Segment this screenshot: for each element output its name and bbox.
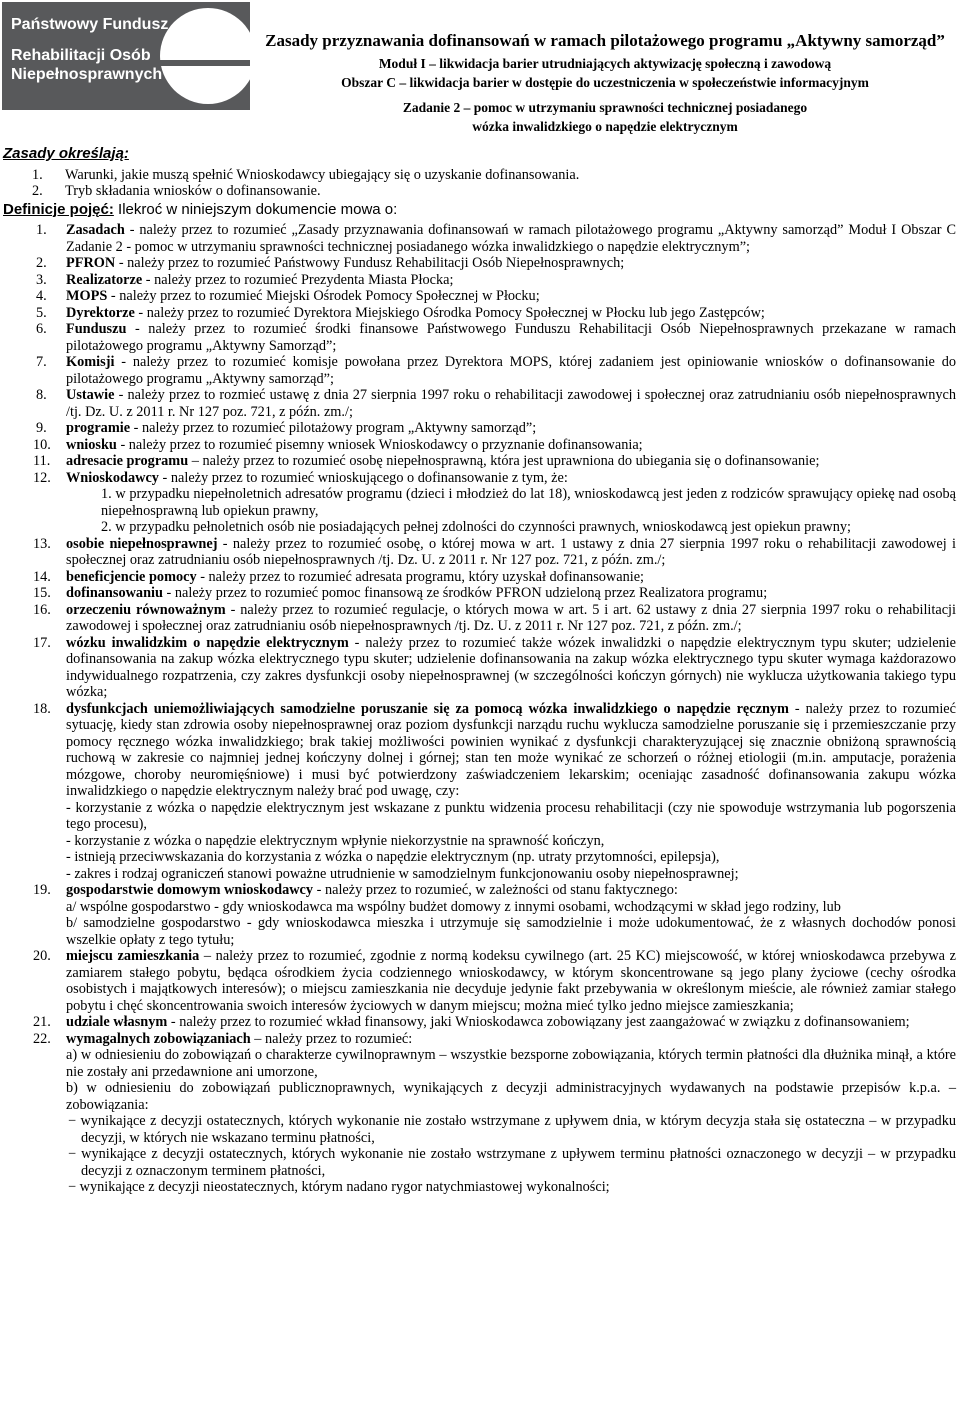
definition-text: - należy przez to rozumieć sytuację, kiedy stan zdrowia osoby niepełnosprawnej oraz poziom dysfunkcji narządu ruchu wyklucza samodzielne poruszanie się i przemieszczanie przy pomocy ręcznego wózka inwalidzkiego; brak takiej możliwości powinien wynikać z dysfunkcji charakteryzującej się znacznie obniżoną sprawnością ruchową w zakresie co najmniej jednej kończyny dolnej i górnej; stan ten może wynikać ze schorzeń o różnej etiologii (m.in. amputacje, porażenia mózgowe, choroby neuromięśniowe) i musi być potwierdzony zaświadczeniem lekarskim; oceniając zasadność dofinansowania zakupu wózka inwalidzkiego o napędzie elektrycznym należy brać pod uwagę, czy: xyxy=(66,700,956,799)
dash-item: − wynikające z decyzji ostatecznych, których wykonanie nie zostało wstrzymane z upływem dnia, w którym decyzja stała się ostateczna – w przypadku decyzji, w których nie wskazano terminu płatności, xyxy=(68,1113,956,1146)
definition-item xyxy=(3,387,956,420)
defined-term: dysfunkcjach uniemożliwiających samodzielne poruszanie się za pomocą wózka inwalidzkiego o napędzie ręcznym xyxy=(66,700,789,717)
definition-text: - należy przez to rozumieć pisemny wniosek Wnioskodawcy o przyznanie dofinansowania; xyxy=(116,436,643,453)
item-number: 18. xyxy=(33,700,51,717)
definition-item xyxy=(3,1031,956,1114)
rules-title: Zasady określają: xyxy=(3,145,129,162)
definition-text: - należy przez to rozmieć ustawę z dnia 27 sierpnia 1997 roku o rehabilitacji zawodowej i społecznej oraz zatrudnianiu osób niepełnosprawnych /tj. Dz. U. z 2011 r. Nr 127 poz. 721, z późn. zm./; xyxy=(66,387,956,420)
definition-item xyxy=(3,882,956,948)
definition-text: - należy przez to rozumieć osobę, o której mowa w art. 1 ustawy z dnia 27 sierpnia 1997 roku o rehabilitacji zawodowej i społecznej oraz zatrudnianiu osób niepełnosprawnych /tj. Dz. U. z 2011 r. Nr 127 poz. 721, z późn. zm./; xyxy=(66,535,956,568)
document-header xyxy=(250,30,960,136)
defined-term: Dyrektorze xyxy=(66,304,135,321)
defined-term: wniosku xyxy=(66,436,117,453)
definition-item xyxy=(3,420,956,437)
definition-item xyxy=(3,585,956,602)
sub-item: 1. w przypadku niepełnoletnich adresatów programu (dzieci i młodzież do lat 18), wnioskodawcą jest jeden z rodziców sprawujący opiekę nad osobą niepełnosprawną lub opiekun prawny, xyxy=(101,486,956,519)
item-text xyxy=(66,305,956,322)
area-line: Obszar C – likwidacja barier w dostępie do uczestniczenia w społeczeństwie informacyjnym xyxy=(341,75,869,90)
item-number: 3. xyxy=(36,271,47,288)
definition-text: – należy przez to rozumieć osobę niepełnosprawną, która jest uprawniona do ubiegania się o dofinansowanie; xyxy=(188,453,820,469)
definition-text: - należy przez to rozumieć adresata programu, który uzyskał dofinansowanie; xyxy=(196,568,645,585)
item-number: 6. xyxy=(36,321,47,337)
dash-item: − wynikające z decyzji ostatecznych, których wykonanie nie zostało wstrzymane z upływem terminu płatności oznaczonego w decyzji – w przypadku decyzji z oznaczonym terminem płatności, xyxy=(68,1146,956,1179)
defined-term: Ustawie xyxy=(66,387,115,403)
defined-term: MOPS xyxy=(66,288,108,304)
item-number: 9. xyxy=(36,420,47,436)
item-text: Tryb składania wniosków o dofinansowanie. xyxy=(65,183,321,199)
definition-item xyxy=(3,536,956,569)
definition-text: - należy przez to rozumieć „Zasady przyznawania dofinansowań w ramach pilotażowego programu „Aktywny samorząd” Moduł I Obszar C Zadanie 2 - pomoc w utrzymaniu sprawności technicznej posiadanego wózka inwalidzkiego o napędzie elektrycznym”; xyxy=(66,222,956,255)
definition-text: - należy przez to rozumieć regulacje, o których mowa w art. 5 i art. 62 ustawy z dnia 27 sierpnia 1997 roku o rehabilitacji zawodowej i społecznej oraz zatrudnianiu osób niepełnosprawnych /tj. Dz. U. z 2011 r. Nr 127 poz. 721, z późn. zm./; xyxy=(66,601,956,634)
definitions-intro: Ilekroć w niniejszym dokumencie mowa o: xyxy=(118,200,398,218)
item-number: 7. xyxy=(36,354,47,370)
definition-text: - należy przez to rozumieć środki finansowe Państwowego Funduszu Rehabilitacji Osób Niepełnosprawnych przekazane w ramach pilotażowego programu „Aktywny Samorząd”; xyxy=(66,321,956,354)
item-text xyxy=(66,635,956,701)
definition-text: – należy przez to rozumieć, zgodnie z normą kodeksu cywilnego (art. 25 KC) miejscowość, w której wnioskodawca przebywa z zamiarem stałego pobytu, będąca ośrodkiem życia codziennego wnioskodawcy, w którym skoncentrowane są jego plany życiowe (cechy ośrodka osobistych i majątkowych interesów); o miejscu zamieszkania nie decyduje jedynie fakt przebywania w określonym mieście, ale również zamiar stałego pobytu i chęć skoncentrowania swoich interesów życiowych w danym miejscu; można mieć tylko jedno miejsce zamieszkania; xyxy=(66,948,956,1014)
module-line: Moduł I – likwidacja barier utrudniających aktywizację społeczną i zawodową xyxy=(378,56,832,71)
definition-text: - należy przez to rozumieć komisje powołana przez Dyrektora MOPS, której zadaniem jest opiniowanie wniosków o dofinansowanie do pilotażowego programu „Aktywny samorząd”; xyxy=(66,354,956,387)
defined-term: osobie niepełnosprawnej xyxy=(66,535,218,552)
logo-circle xyxy=(160,8,250,104)
item-text xyxy=(66,387,956,420)
sub-item: a/ wspólne gospodarstwo - gdy wnioskodawca ma wspólny budżet domowy z innymi osobami, wchodzącymi w skład jego rodziny, lub xyxy=(66,898,841,915)
item-text xyxy=(66,354,956,387)
definition-item xyxy=(3,321,956,354)
definition-text: - należy przez to rozumieć Dyrektora Miejskiego Ośrodka Pomocy Społecznej w Płocku lub jego Zastępców; xyxy=(134,304,765,321)
defined-term: PFRON xyxy=(66,255,116,271)
item-text xyxy=(66,255,956,272)
item-text xyxy=(66,222,956,255)
definitions-heading xyxy=(3,202,956,219)
item-text xyxy=(66,1031,956,1114)
definition-text: – należy przez to rozumieć: xyxy=(250,1030,413,1047)
document-title: Zasady przyznawania dofinansowań w ramach pilotażowego programu „Aktywny samorząd” xyxy=(265,31,945,50)
defined-term: programie xyxy=(66,420,131,436)
task-line-1: Zadanie 2 – pomoc w utrzymaniu sprawności technicznej posiadanego xyxy=(402,100,808,115)
item-text xyxy=(66,948,956,1014)
item-text xyxy=(66,453,956,470)
task-line-2: wózka inwalidzkiego o napędzie elektrycznym xyxy=(472,119,738,134)
definition-text: - należy przez to rozumieć pomoc finansową ze środków PFRON udzieloną przez Realizatora programu; xyxy=(162,585,768,601)
item-text xyxy=(66,420,956,437)
item-text xyxy=(66,288,956,305)
definitions-list xyxy=(3,222,956,1196)
item-number: 19. xyxy=(33,882,51,898)
item-text xyxy=(66,470,956,536)
sub-item: - istnieją przeciwwskazania do korzystania z wózka o napędzie elektrycznym (np. utraty przytomności, epilepsja), xyxy=(66,849,720,865)
item-text xyxy=(66,569,956,586)
item-number: 5. xyxy=(36,304,47,321)
definition-text: - należy przez to rozumieć Państwowy Fundusz Rehabilitacji Osób Niepełnosprawnych; xyxy=(115,255,625,271)
definition-item xyxy=(3,948,956,1014)
defined-term: Komisji xyxy=(66,354,115,370)
definition-item xyxy=(3,305,956,322)
defined-term: adresacie programu xyxy=(66,453,189,469)
defined-term: Funduszu xyxy=(66,321,127,337)
definition-item xyxy=(3,288,956,305)
item-text xyxy=(66,585,956,602)
pfron-logo xyxy=(2,2,250,110)
item-text xyxy=(66,321,956,354)
definition-item xyxy=(3,272,956,289)
defined-term: Zasadach xyxy=(66,222,125,238)
item-text xyxy=(66,272,956,289)
item-number: 10. xyxy=(33,436,51,453)
definition-text: - należy przez to rozumieć wnioskującego o dofinansowanie z tym, że: xyxy=(158,469,568,486)
item-text xyxy=(66,536,956,569)
sub-item: b/ samodzielne gospodarstwo - gdy wnioskodawca mieszka i utrzymuje się samodzielnie i może udokumentować, że z własnych dochodów ponosi wszelkie opłaty z tego tytułu; xyxy=(66,915,956,948)
defined-term: udziale własnym xyxy=(66,1014,168,1030)
definition-item xyxy=(3,635,956,701)
definition-item xyxy=(3,701,956,883)
sub-item: 2. w przypadku pełnoletnich osób nie posiadających pełnej zdolności do czynności prawnych, wnioskodawcą jest opiekun prawny; xyxy=(101,519,851,535)
definition-item xyxy=(3,569,956,586)
item-number: 11. xyxy=(33,453,51,469)
definition-text: - należy przez to rozumieć Miejski Ośrodek Pomocy Społecznej w Płocku; xyxy=(107,288,540,304)
logo-line-2: Rehabilitacji Osób xyxy=(11,47,151,64)
item-number: 20. xyxy=(33,948,51,964)
definitions-title: Definicje pojęć: xyxy=(3,200,114,218)
logo-line-3: Niepełnosprawnych xyxy=(11,66,163,83)
definition-item xyxy=(3,602,956,635)
defined-term: Realizatorze xyxy=(66,271,143,288)
definition-item xyxy=(3,453,956,470)
item-number: 16. xyxy=(33,601,51,618)
definition-text: - należy przez to rozumieć pilotażowy program „Aktywny samorząd”; xyxy=(130,420,537,436)
logo-lines-2-3 xyxy=(11,46,162,84)
definition-item xyxy=(3,255,956,272)
document-body xyxy=(3,146,956,1196)
defined-term: beneficjencie pomocy xyxy=(66,568,197,585)
defined-term: Wnioskodawcy xyxy=(66,469,159,486)
item-text xyxy=(66,437,956,454)
item-number: 17. xyxy=(33,634,51,651)
rules-list xyxy=(3,167,956,200)
item-number: 22. xyxy=(33,1030,51,1047)
defined-term: dofinansowaniu xyxy=(66,585,163,601)
item-number: 1. xyxy=(32,166,43,183)
definition-text: - należy przez to rozumieć wkład finansowy, jaki Wnioskodawca zobowiązany jest zaangażować w związku z dofinansowaniem; xyxy=(167,1014,910,1030)
item-text: Warunki, jakie muszą spełnić Wnioskodawcy ubiegający się o uzyskanie dofinansowania. xyxy=(65,166,580,183)
sub-item: - zakres i rodzaj ograniczeń stanowi poważne utrudnienie w samodzielnym funkcjonowaniu osoby niepełnosprawnej; xyxy=(66,865,739,882)
dash-item: − wynikające z decyzji nieostatecznych, którym nadano rygor natychmiastowej wykonalności; xyxy=(68,1179,610,1195)
logo-line-1: Państwowy Fundusz xyxy=(11,16,169,33)
definition-text: - należy przez to rozumieć, w zależności od stanu faktycznego: xyxy=(313,882,678,898)
item-number: 2. xyxy=(32,183,43,199)
item-text xyxy=(66,1014,956,1031)
definition-text: - należy przez to rozumieć także wózek inwalidzki o napędzie elektrycznym typu skuter; udzielenie dofinansowania na zakup wózka elektrycznego typu skuter; udzielenie dofinansowania na zakup wózka elektrycznego typu skuter wymaga każdorazowo indywidualnego rozpatrzenia, czy zakres dysfunkcji osoby niepełnosprawnej (w szczególności kończyn górnych) nie wyklucza użytkowania takiego typu wózka; xyxy=(66,634,957,700)
item-number: 2. xyxy=(36,255,47,271)
item-number: 12. xyxy=(33,469,51,486)
item-number: 1. xyxy=(36,222,47,238)
defined-term: miejscu zamieszkania xyxy=(66,948,200,964)
item-text xyxy=(66,602,956,635)
item-text xyxy=(66,701,956,883)
defined-term: orzeczeniu równoważnym xyxy=(66,601,226,618)
sub-item: - korzystanie z wózka o napędzie elektrycznym jest wskazane z punktu widzenia procesu rehabilitacji (czy nie spowoduje wstrzymania lub pogorszenia tego procesu), xyxy=(66,799,956,832)
definition-text: - należy przez to rozumieć Prezydenta Miasta Płocka; xyxy=(142,271,454,288)
definition-item xyxy=(3,354,956,387)
item-number: 21. xyxy=(33,1014,51,1030)
definition-item xyxy=(3,437,956,454)
sub-item: a) w odniesieniu do zobowiązań o charakterze cywilnoprawnym – wszystkie bezsporne zobowiązania, których termin płatności dla dłużnika minął, a które nie zostały ani przedawnione ani umorzone, xyxy=(66,1047,956,1080)
definition-item xyxy=(3,222,956,255)
item-number: 4. xyxy=(36,288,47,304)
defined-term: wózku inwalidzkim o napędzie elektrycznym xyxy=(66,634,349,651)
sub-item: - korzystanie z wózka o napędzie elektrycznym wpłynie niekorzystnie na sprawność kończyn, xyxy=(66,832,605,849)
defined-term: wymagalnych zobowiązaniach xyxy=(66,1030,251,1047)
list-item xyxy=(3,167,956,184)
sub-item: b) w odniesieniu do zobowiązań publicznoprawnych, wynikających z decyzji administracyjnych wydawanych na podstawie przepisów k.p.a. – zobowiązania: xyxy=(66,1080,956,1113)
item-number: 13. xyxy=(33,535,51,552)
definition-item xyxy=(3,1014,956,1031)
item-number: 15. xyxy=(33,585,51,601)
item-number: 8. xyxy=(36,387,47,403)
definition-item xyxy=(3,470,956,536)
item-number: 14. xyxy=(33,568,51,585)
list-item xyxy=(3,183,956,200)
item-text xyxy=(66,882,956,948)
defined-term: gospodarstwie domowym wnioskodawcy xyxy=(66,882,314,898)
